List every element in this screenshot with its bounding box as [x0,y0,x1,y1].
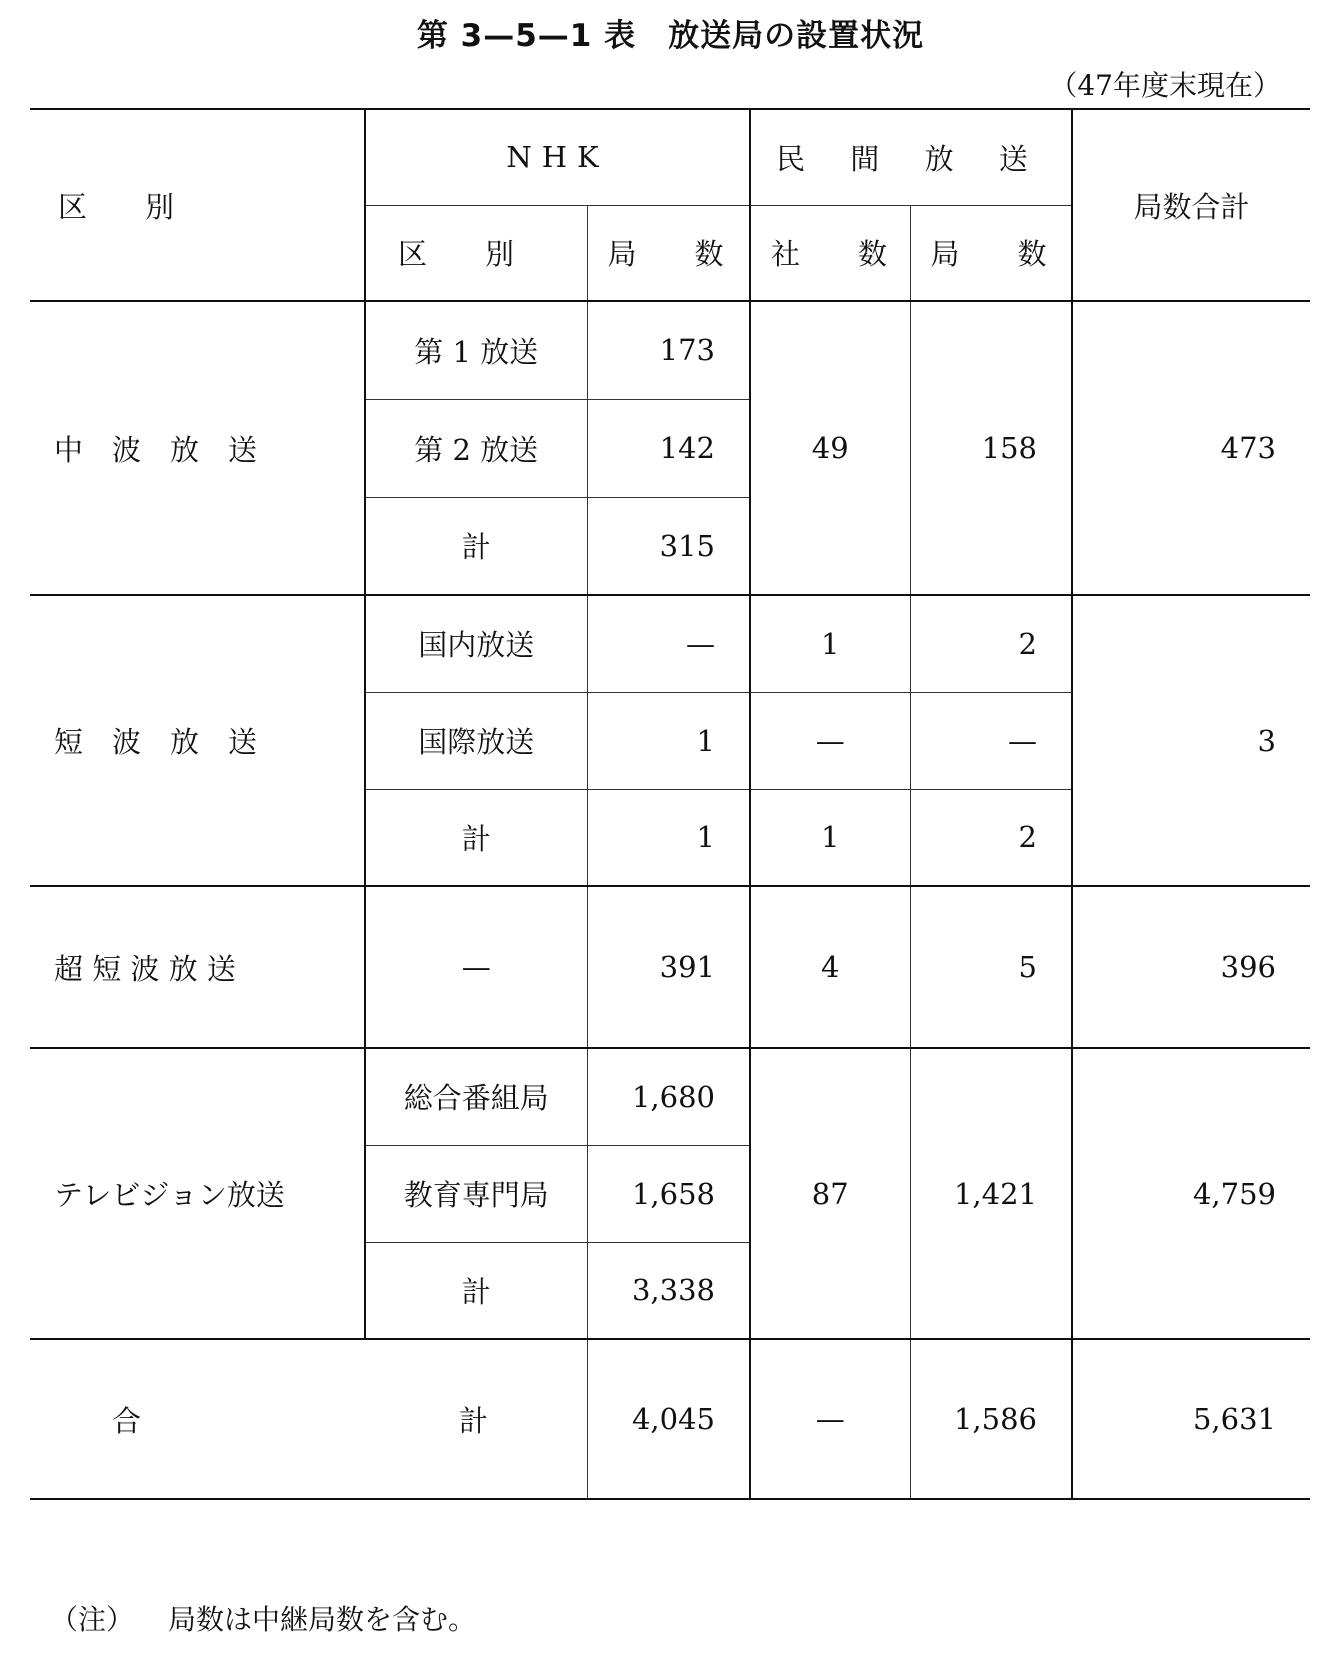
grand-total-row [30,1339,1310,1499]
header-nhk-stations-label: 局 数 [607,237,724,272]
sw-sub-3-name: 計 [365,789,587,886]
table-title: 第 3—5—1 表 放送局の設置状況 [416,18,925,54]
grand-total: 5,631 [1072,1339,1310,1499]
sw-sub-3-commercial: 2 [910,789,1072,886]
mw-total: 473 [1072,301,1310,595]
mw-commercial: 158 [910,301,1072,595]
grand-total-label-cell [30,1339,587,1499]
mw-companies: 49 [750,301,910,595]
tv-sub-3-nhk: 3,338 [587,1242,750,1339]
table-row [30,301,1310,399]
header-companies-label: 社 数 [771,237,888,272]
fm-companies: 4 [750,886,910,1048]
header-sub-category-label: 区 別 [398,237,515,272]
table-row [30,886,1310,1048]
header-commercial-label: 民 間 放 送 [776,141,1046,176]
fm-total: 396 [1072,886,1310,1048]
header-commercial-stations-label: 局 数 [930,237,1047,272]
tv-sub-3-name: 計 [365,1242,587,1339]
sw-sub-1-name: 国内放送 [365,595,587,692]
tv-commercial: 1,421 [910,1048,1072,1339]
tv-label-cell [30,1048,365,1339]
header-commercial-stations [910,205,1072,301]
tv-total: 4,759 [1072,1048,1310,1339]
tv-sub-2-nhk: 1,658 [587,1145,750,1242]
sw-sub-2-nhk: 1 [587,692,750,789]
mw-sub-1-name: 第 1 放送 [365,301,587,399]
tv-sub-1-name: 総合番組局 [365,1048,587,1145]
as-of-date: （47年度末現在） [1049,69,1281,102]
footnote [50,1598,510,1638]
sw-label: 短 波 放 送 [54,725,258,759]
grand-total-label [30,1399,587,1440]
sw-sub-2-name: 国際放送 [365,692,587,789]
grand-companies: — [750,1339,910,1499]
header-category [30,109,365,301]
tv-label: テレビジョン放送 [54,1178,285,1212]
mw-sub-1-nhk: 173 [587,301,750,399]
header-nhk [365,109,750,205]
tv-companies: 87 [750,1048,910,1339]
header-nhk-stations [587,205,750,301]
sw-sub-3-companies: 1 [750,789,910,886]
tv-sub-2-name: 教育専門局 [365,1145,587,1242]
table-row [30,1048,1310,1145]
stations-table-wrap [30,108,1310,1500]
header-companies [750,205,910,301]
grand-commercial: 1,586 [910,1339,1072,1499]
sw-sub-3-nhk: 1 [587,789,750,886]
fm-nhk: 391 [587,886,750,1048]
mw-sub-2-nhk: 142 [587,399,750,497]
tv-sub-1-nhk: 1,680 [587,1048,750,1145]
header-row-1 [30,109,1310,205]
sw-label-cell [30,595,365,886]
mw-label-cell [30,301,365,595]
sw-sub-1-commercial: 2 [910,595,1072,692]
stations-table [30,108,1310,1500]
header-total-stations: 局数合計 [1072,109,1310,301]
table-row [30,595,1310,692]
header-nhk-label: NHK [506,140,609,175]
fm-label-cell [30,886,365,1048]
mw-sub-3-name: 計 [365,497,587,595]
fm-sub-name: — [365,886,587,1048]
mw-sub-2-name: 第 2 放送 [365,399,587,497]
sw-sub-1-companies: 1 [750,595,910,692]
sw-sub-2-companies: — [750,692,910,789]
mw-label: 中 波 放 送 [54,432,258,467]
header-commercial [750,109,1072,205]
sw-sub-2-commercial: — [910,692,1072,789]
header-category-label: 区 別 [58,189,175,224]
sw-sub-1-nhk: — [587,595,750,692]
footnote-text: 局数は中継局数を含む。 [168,1603,477,1636]
mw-sub-3-nhk: 315 [587,497,750,595]
fm-commercial: 5 [910,886,1072,1048]
sw-total: 3 [1072,595,1310,886]
fm-label: 超 短 波 放 送 [54,951,236,986]
header-sub-category [365,205,587,301]
grand-total-label-b: 計 [459,1403,489,1438]
grand-nhk: 4,045 [587,1339,750,1499]
grand-total-label-a: 合 [112,1403,142,1438]
footnote-label: （注） [50,1603,135,1636]
